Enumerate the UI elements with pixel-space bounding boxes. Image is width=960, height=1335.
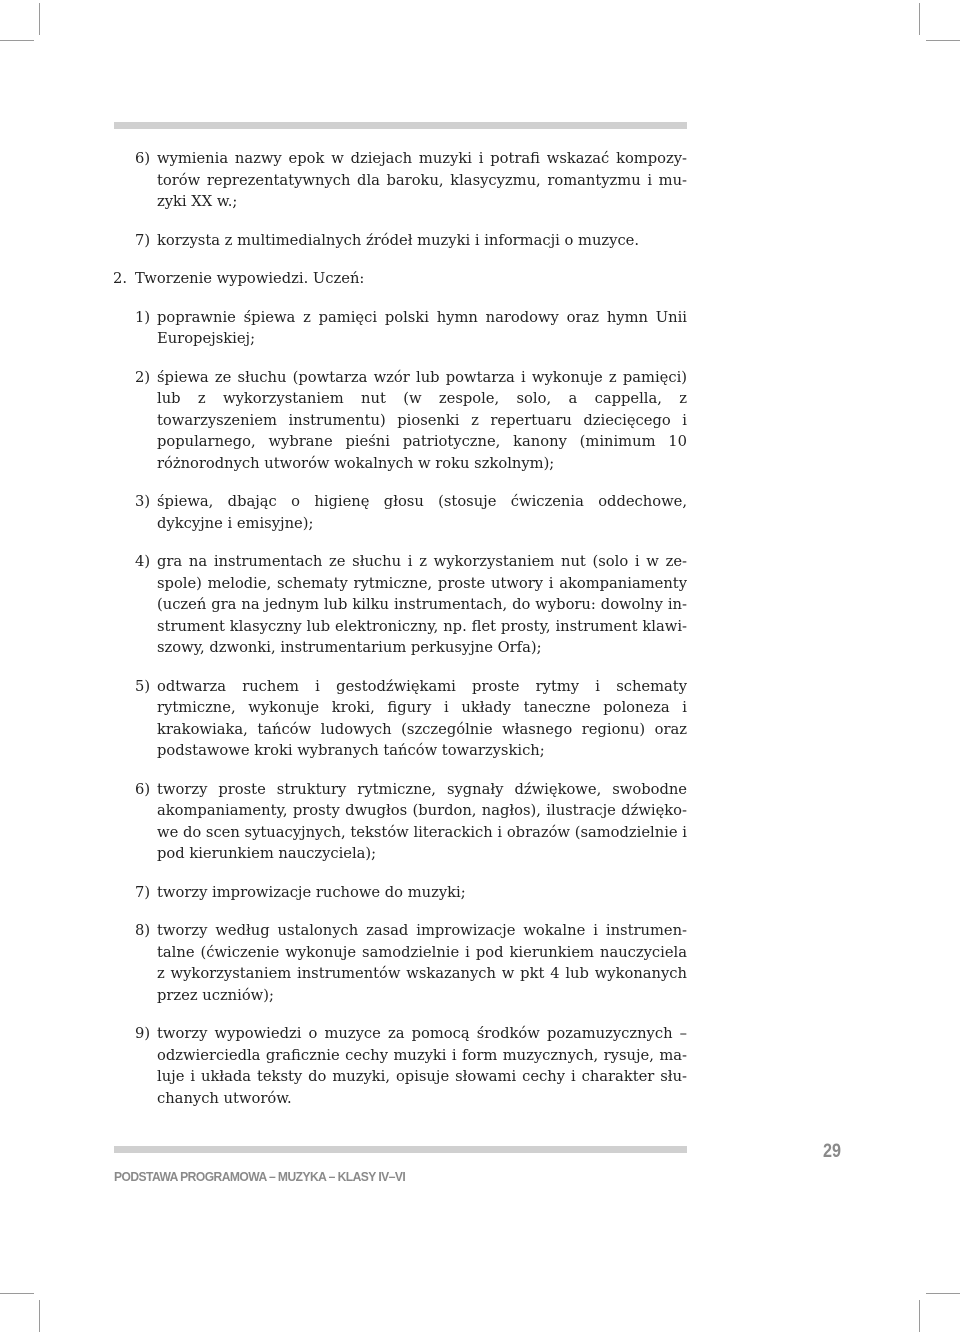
item-number: 8) (135, 922, 151, 939)
item-number: 7) (135, 883, 151, 901)
item-text: tworzy improwizacje ruchowe do muzyki; (157, 883, 466, 901)
crop-mark (39, 3, 40, 35)
crop-mark (919, 3, 920, 35)
list-item (135, 551, 687, 659)
crop-mark (919, 1300, 920, 1332)
section-heading (113, 268, 687, 290)
crop-mark (0, 40, 34, 41)
item-number: 6) (135, 150, 151, 167)
item-number: 2) (135, 368, 151, 386)
section-number: 2. (113, 270, 128, 287)
item-text: poprawnie śpiewa z pamięci polski hymn narodowy oraz hymn Unii Europejskiej; (157, 308, 687, 347)
header-rule (114, 122, 687, 129)
item-text: tworzy proste struktury rytmiczne, sygnały dźwiękowe, swobodne akompaniamenty, prosty dwugłos (burdon, nagłos), ilustracje dźwiękowe do scen sytuacyjnych, tekstów literackich i obrazów (samodzielnie i pod kierunkiem nauczyciela); (157, 780, 687, 862)
item-text: tworzy wypowiedzi o muzyce za pomocą środków pozamuzycznych – odzwierciedla graficznie cechy muzyki i form muzycznych, rysuje, maluje i układa teksty do muzyki, opisuje słowami cechy i charakter słuchanych utworów. (157, 1025, 687, 1107)
section1-list (135, 148, 687, 251)
item-text: tworzy według ustalonych zasad improwizacje wokalne i instrumentalne (ćwiczenie wykonuje samodzielnie i pod kierunkiem nauczyciela z wykorzystaniem instrumentów wskazanych w pkt 4 lub wykonanych przez uczniów); (157, 922, 687, 1004)
item-number: 7) (135, 231, 151, 249)
page-number: 29 (823, 1141, 841, 1162)
item-text: śpiewa, dbając o higienę głosu (stosuje ćwiczenia oddechowe, dykcyjne i emisyjne); (157, 493, 687, 532)
item-text: odtwarza ruchem i gestodźwiękami proste rytmy i schematy rytmiczne, wykonuje kroki, figury i układy taneczne poloneza i krakowiaka, tańców ludowych (szczególnie własnego regionu) oraz podstawowe kroki wybranych tańców towarzyskich; (157, 677, 687, 759)
section-title: Tworzenie wypowiedzi. Uczeń: (135, 270, 365, 287)
section2-list (135, 307, 687, 1110)
item-number: 9) (135, 1025, 151, 1042)
item-text: śpiewa ze słuchu (powtarza wzór lub powtarza i wykonuje z pamięci) lub z wykorzystaniem nut (w zespole, solo, a cappella, z towarzyszeniem instrumentu) piosenki z repertuaru dziecięcego i popularnego, wybrane pieśni patriotyczne, kanony (minimum 10 różnorodnych utworów wokalnych w roku szkolnym); (157, 368, 687, 472)
item-text: korzysta z multimedialnych źródeł muzyki i informacji o muzyce. (157, 231, 640, 249)
list-item (135, 920, 687, 1006)
list-item (135, 676, 687, 762)
crop-mark (926, 1293, 960, 1294)
item-number: 4) (135, 553, 151, 570)
item-number: 6) (135, 780, 151, 798)
crop-mark (0, 1293, 34, 1294)
page-content (113, 148, 687, 1126)
footer-rule (114, 1146, 687, 1153)
list-item (135, 779, 687, 865)
list-item (135, 230, 687, 252)
item-number: 1) (135, 308, 151, 326)
list-item (135, 882, 687, 904)
list-item (135, 491, 687, 534)
item-text: wymienia nazwy epok w dziejach muzyki i potrafi wskazać kompozytorów reprezentatywnych dla baroku, klasycyzmu, romantyzmu i muzyki XX w.; (157, 150, 687, 210)
item-text: gra na instrumentach ze słuchu i z wykorzystaniem nut (solo i w zespole) melodie, schematy rytmiczne, proste utwory i akompaniamenty (uczeń gra na jednym lub kilku instrumentach, do wyboru: dowolny instrument klasyczny lub elektroniczny, np. flet prosty, instrument klawiszowy, dzwonki, instrumentarium perkusyjne Orfa); (157, 553, 687, 656)
crop-mark (926, 40, 960, 41)
footer-title: PODSTAWA PROGRAMOWA – MUZYKA – KLASY IV–VI (114, 1169, 406, 1184)
list-item (135, 148, 687, 213)
crop-mark (39, 1300, 40, 1332)
list-item (135, 367, 687, 475)
item-number: 5) (135, 677, 151, 695)
item-number: 3) (135, 493, 151, 510)
list-item (135, 307, 687, 350)
list-item (135, 1023, 687, 1109)
